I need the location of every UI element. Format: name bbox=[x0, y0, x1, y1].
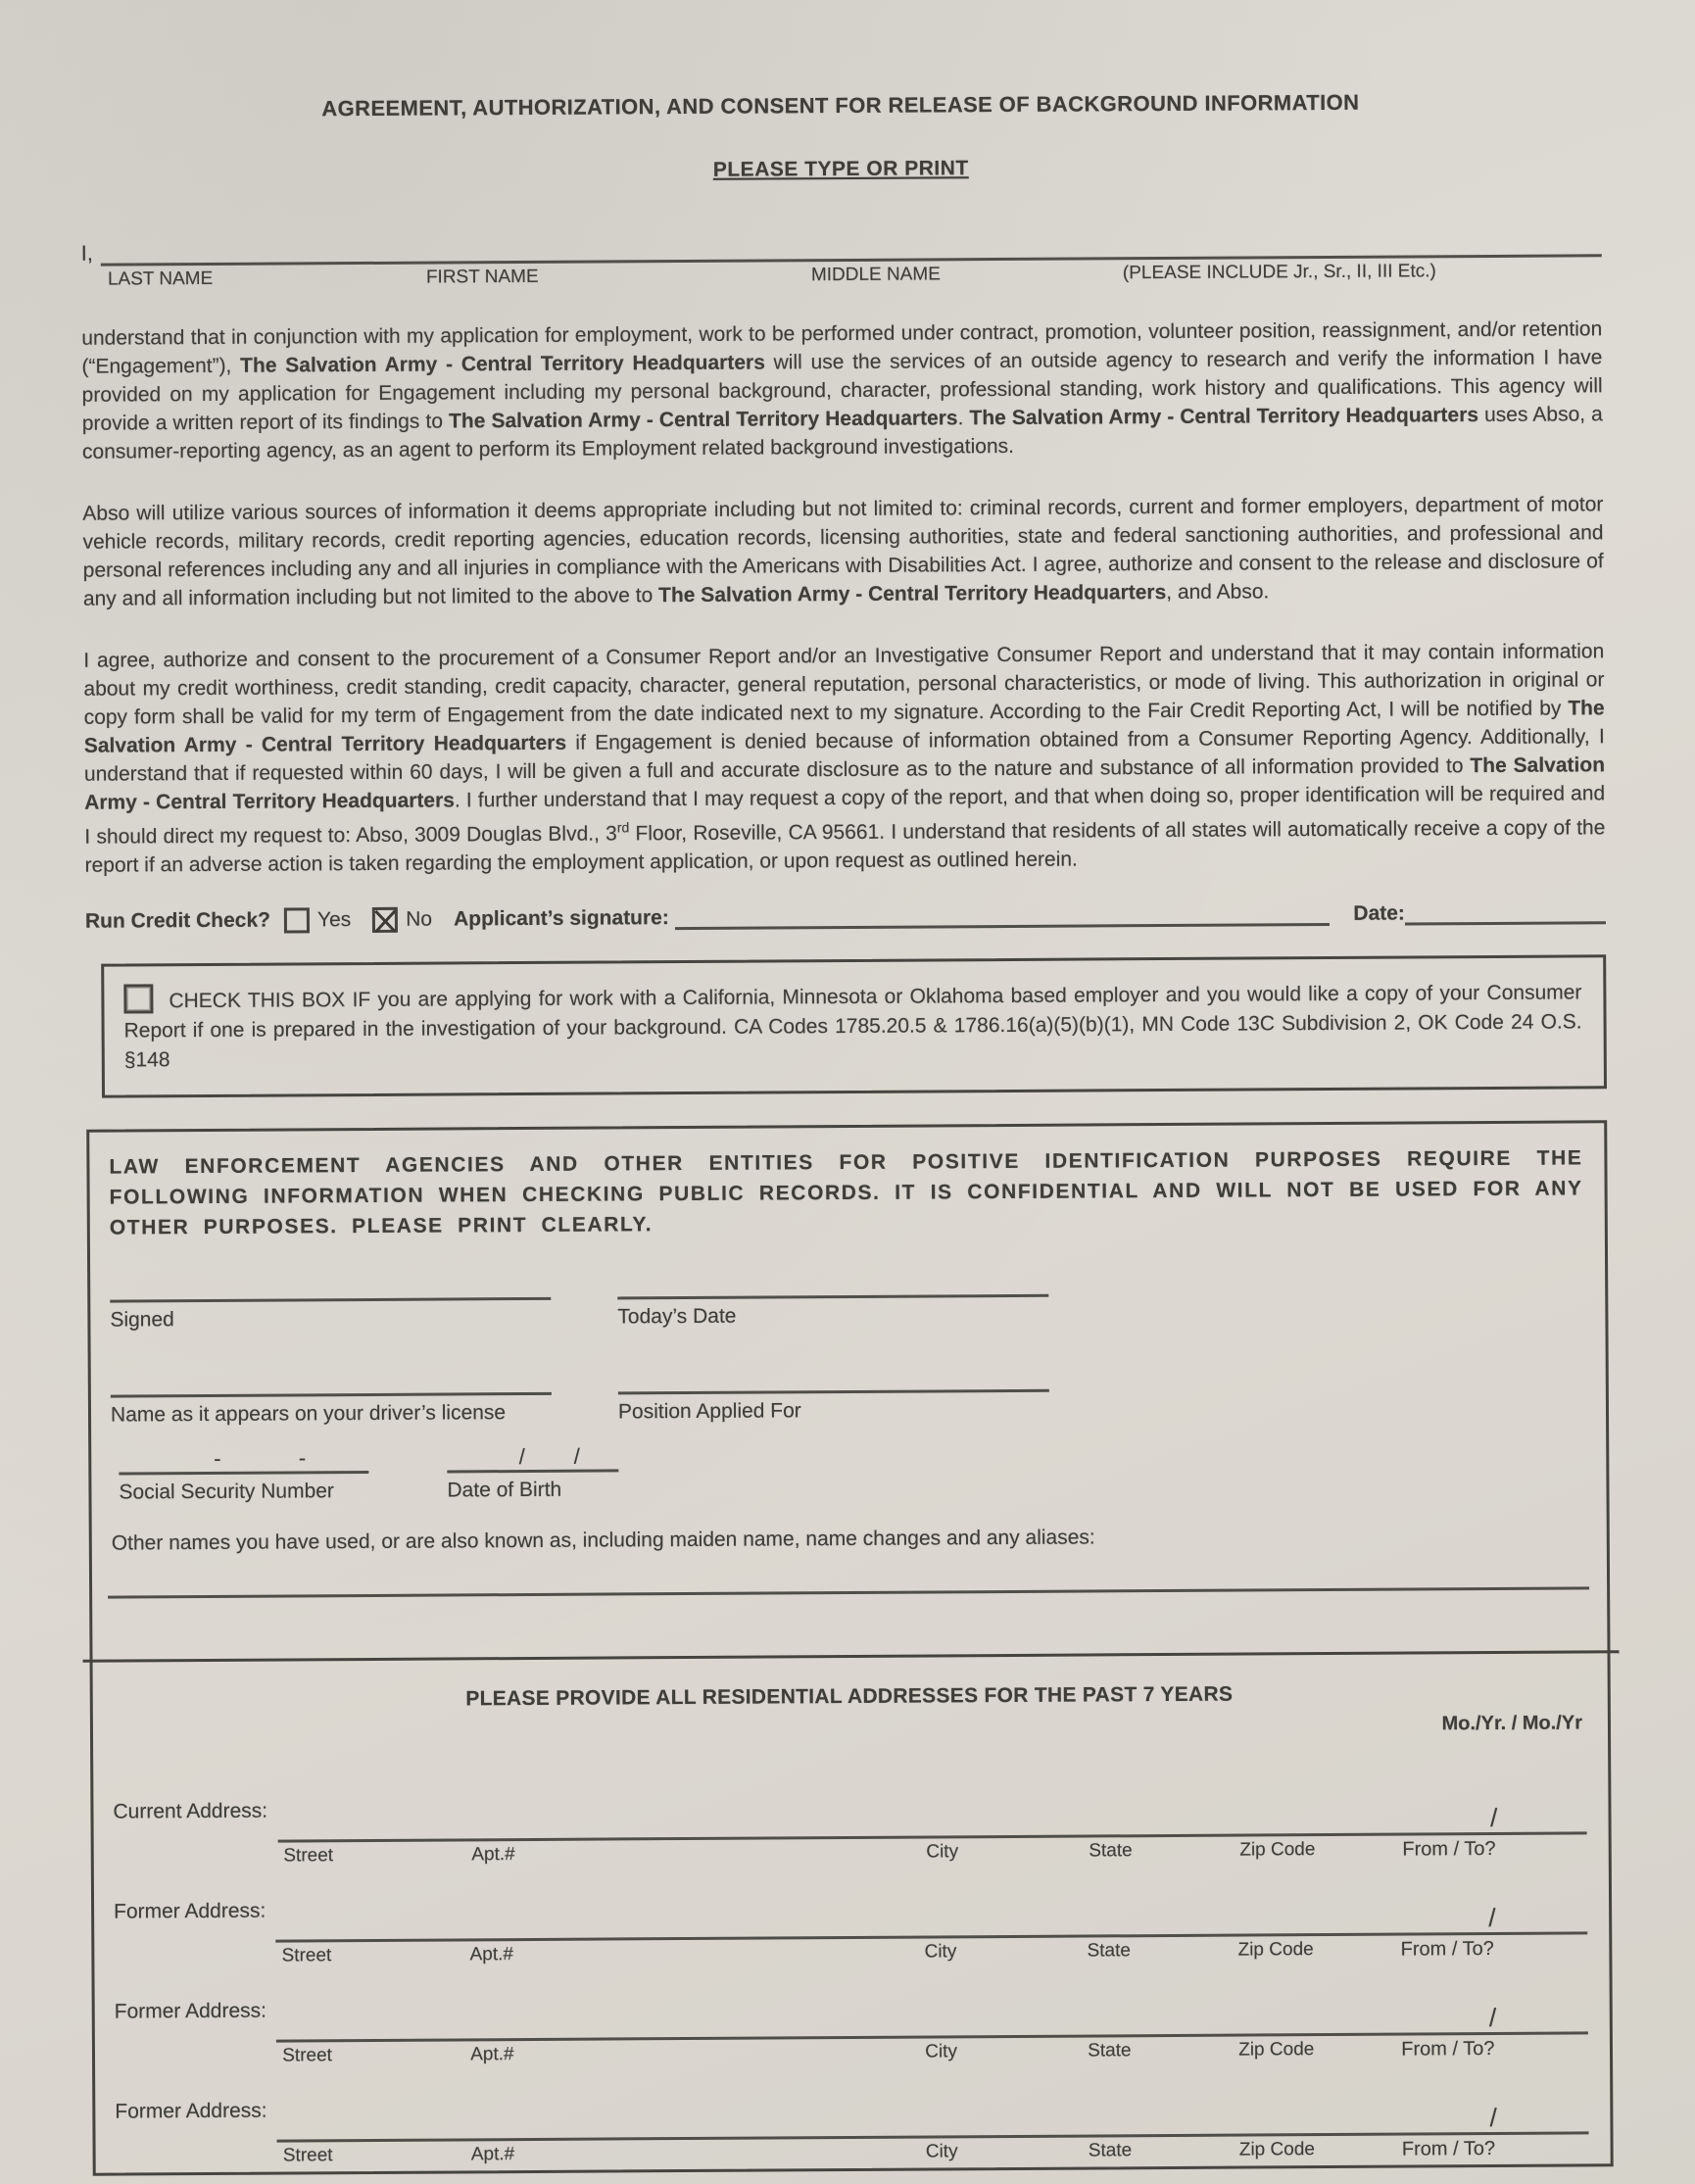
apt-label: Apt.# bbox=[469, 1944, 514, 1966]
position-label: Position Applied For bbox=[617, 1399, 801, 1424]
city-label: City bbox=[926, 1841, 959, 1863]
state-label: State bbox=[1088, 2140, 1133, 2161]
period-format-label: Mo./Yr. / Mo./Yr bbox=[1441, 1712, 1583, 1735]
dob-slash-hint: / bbox=[573, 1443, 580, 1469]
city-label: City bbox=[925, 2141, 958, 2162]
dob-line[interactable] bbox=[447, 1469, 618, 1473]
license-name-line[interactable] bbox=[111, 1392, 552, 1398]
credit-check-question: Run Credit Check? bbox=[84, 908, 271, 933]
print-instruction: PLEASE TYPE OR PRINT bbox=[712, 157, 969, 181]
license-name-label: Name as it appears on your driver’s license bbox=[110, 1401, 507, 1427]
signed-line[interactable] bbox=[110, 1297, 551, 1303]
dob-label: Date of Birth bbox=[447, 1478, 562, 1502]
address-row-label: Former Address: bbox=[115, 2099, 267, 2123]
address-row-former-1 bbox=[114, 1883, 1587, 1966]
dob-slash-hint: / bbox=[518, 1444, 525, 1470]
state-label: State bbox=[1088, 2040, 1132, 2062]
street-label: Street bbox=[282, 2145, 333, 2166]
fromto-label: From / To? bbox=[1401, 2037, 1495, 2061]
ssn-line[interactable] bbox=[119, 1471, 368, 1476]
fromto-slash: / bbox=[1488, 1902, 1496, 1933]
apt-label: Apt.# bbox=[470, 2144, 515, 2165]
credit-check-yes-label: Yes bbox=[316, 908, 352, 932]
identification-box bbox=[86, 1120, 1613, 2175]
paragraph-engagement: understand that in conjunction with my application for employment, work to be performed under contract, promotion, volunteer position, reassignment, and/or retention (“Engagement”), The Salvation Army - Central Territory Headquarters will use the services of an outside agency to research and verify the information I have provided on my application for Engagement including my personal background, character, professional standing, work history and qualifications. This agency will provide a written report of its findings to The Salvation Army - Central Territory Headquarters. The Salvation Army - Central Territory Headquarters uses Abso, a consumer-reporting agency, as an agent to perform its Employment related background investigations. bbox=[81, 317, 1603, 463]
address-row-current bbox=[113, 1783, 1586, 1867]
applicant-signature-label: Applicant’s signature: bbox=[454, 906, 669, 931]
credit-check-no-checkbox-checked[interactable] bbox=[372, 907, 398, 933]
todays-date-label: Today’s Date bbox=[617, 1304, 737, 1329]
zip-label: Zip Code bbox=[1238, 2139, 1315, 2160]
date-line[interactable] bbox=[1405, 900, 1606, 925]
fromto-slash: / bbox=[1488, 2002, 1497, 2033]
zip-label: Zip Code bbox=[1237, 1939, 1314, 1961]
fromto-label: From / To? bbox=[1400, 1937, 1494, 1961]
todays-date-line[interactable] bbox=[617, 1294, 1048, 1300]
other-names-label: Other names you have used, or are also known as, including maiden name, name changes and any aliases: bbox=[111, 1526, 1095, 1555]
state-label: State bbox=[1089, 1840, 1133, 1862]
former-address-line-1[interactable] bbox=[275, 1902, 1587, 1966]
law-enforcement-heading: LAW ENFORCEMENT AGENCIES AND OTHER ENTITIES FOR POSITIVE IDENTIFICATION PURPOSES REQUIRE THE FOLLOWING INFORMATION WHEN CHECKING PUBLIC RECORDS. IT IS CONFIDENTIAL AND WILL NOT BE USED FOR ANY OTHER PURPOSES. PLEASE PRINT CLEARLY. bbox=[109, 1146, 1583, 1239]
consumer-copy-text: CHECK THIS BOX IF you are applying for work with a California, Minnesota or Oklahoma based employer and you would like a copy of your Consumer Report if one is prepared in the investigation of your background. CA Codes 1785.20.5 & 1786.16(a)(5)(b)(1), MN Code 13C Subdivision 2, OK Code 24 O.S. §148 bbox=[123, 981, 1582, 1072]
consumer-copy-box bbox=[101, 954, 1607, 1097]
fromto-slash: / bbox=[1490, 1802, 1498, 1833]
fromto-label: From / To? bbox=[1402, 1837, 1496, 1861]
zip-label: Zip Code bbox=[1239, 1839, 1316, 1861]
street-label: Street bbox=[282, 2045, 332, 2066]
ssn-dash-hint: - bbox=[298, 1445, 307, 1471]
city-label: City bbox=[925, 2041, 958, 2063]
credit-check-no-label: No bbox=[406, 907, 433, 931]
fromto-slash: / bbox=[1489, 2102, 1497, 2133]
address-row-former-2 bbox=[114, 1983, 1588, 2066]
address-row-label: Former Address: bbox=[114, 1999, 267, 2023]
position-line[interactable] bbox=[618, 1389, 1049, 1395]
suffix-note-label: (PLEASE INCLUDE Jr., Sr., II, III Etc.) bbox=[1122, 261, 1436, 284]
city-label: City bbox=[924, 1941, 957, 1963]
middle-name-label: MIDDLE NAME bbox=[810, 264, 941, 286]
current-address-line[interactable] bbox=[277, 1802, 1586, 1867]
section-divider bbox=[83, 1650, 1620, 1663]
ssn-dash-hint: - bbox=[214, 1445, 221, 1471]
street-label: Street bbox=[283, 1845, 334, 1867]
ssn-label: Social Security Number bbox=[119, 1480, 334, 1504]
first-name-label: FIRST NAME bbox=[425, 266, 539, 288]
street-label: Street bbox=[281, 1945, 332, 1966]
other-names-line[interactable] bbox=[108, 1546, 1589, 1598]
address-row-label: Former Address: bbox=[114, 1899, 266, 1923]
apt-label: Apt.# bbox=[471, 1844, 515, 1866]
address-row-label: Current Address: bbox=[113, 1799, 268, 1823]
addresses-heading: PLEASE PROVIDE ALL RESIDENTIAL ADDRESSES FOR THE PAST 7 YEARS bbox=[465, 1682, 1234, 1711]
zip-label: Zip Code bbox=[1238, 2039, 1315, 2061]
state-label: State bbox=[1087, 1940, 1132, 1962]
paragraph-abso-sources: Abso will utilize various sources of information it deems appropriate including but not limited to: criminal records, current and former employers, department of motor vehicle records, military records, credit reporting agencies, education records, licensing authorities, state and federal sanctioning authorities, and professional and personal references including any and all injuries in compliance with the Americans with Disabilities Act. I agree, authorize and consent to the release and disclosure of any and all information including but not limited to the above to The Salvation Army - Central Territory Headquarters, and Abso. bbox=[82, 493, 1604, 610]
date-label: Date: bbox=[1353, 901, 1405, 925]
address-row-former-3 bbox=[115, 2083, 1588, 2166]
consumer-copy-checkbox[interactable] bbox=[123, 984, 153, 1013]
credit-check-yes-checkbox[interactable] bbox=[284, 907, 310, 933]
last-name-label: LAST NAME bbox=[107, 267, 214, 290]
page-title: AGREEMENT, AUTHORIZATION, AND CONSENT FOR RELEASE OF BACKGROUND INFORMATION bbox=[321, 89, 1360, 121]
paragraph-consumer-report: I agree, authorize and consent to the procurement of a Consumer Report and/or an Investigative Consumer Report and understand that it may contain information about my credit worthiness, credit standing, credit capacity, character, general reputation, personal characteristics, or mode of living. This authorization in original or copy form shall be valid for my term of Engagement from the date indicated next to my signature. According to the Fair Credit Reporting Act, I will be notified by The Salvation Army - Central Territory Headquarters if Engagement is denied because of information obtained from a Consumer Reporting Agency. Additionally, I understand that if requested within 60 days, I will be given a full and accurate disclosure as to the nature and substance of all information provided to The Salvation Army - Central Territory Headquarters. I further understand that I may request a copy of the report, and that when doing so, proper identification will be required and I should direct my request to: Abso, 3009 Douglas Blvd., 3rd Floor, Roseville, CA 95661. I understand that residents of all states will automatically receive a copy of the report if an adverse action is taken regarding the employment application, or upon request as outlined herein. bbox=[83, 640, 1606, 877]
fromto-label: From / To? bbox=[1401, 2137, 1496, 2160]
former-address-line-3[interactable] bbox=[277, 2102, 1589, 2166]
signed-label: Signed bbox=[110, 1308, 174, 1332]
apt-label: Apt.# bbox=[470, 2044, 514, 2065]
former-address-line-2[interactable] bbox=[276, 2002, 1588, 2066]
applicant-signature-line[interactable] bbox=[675, 902, 1331, 930]
name-prefix: I, bbox=[80, 240, 94, 266]
